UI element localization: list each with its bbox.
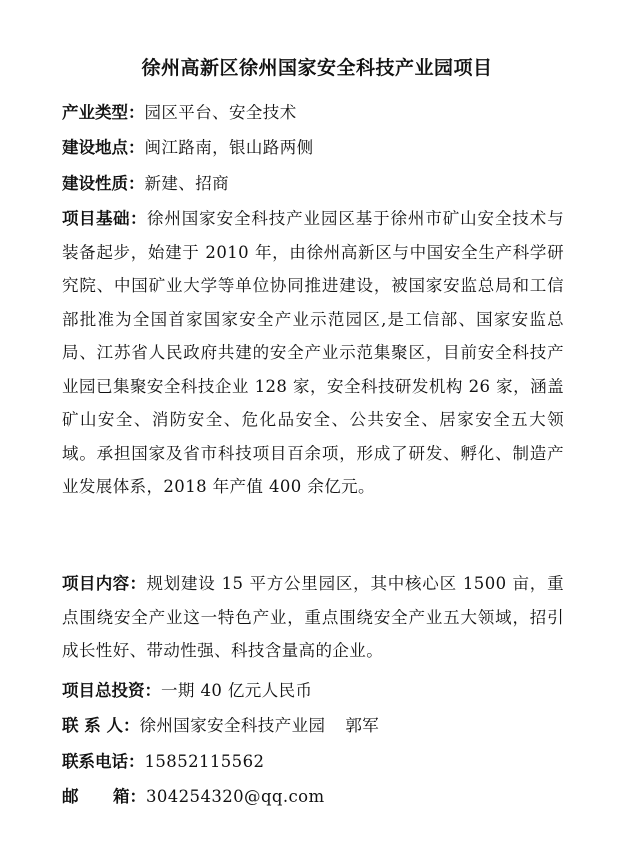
foundation-paragraph: [62, 202, 564, 504]
investment-label: 项目总投资：: [62, 681, 161, 700]
location-label: 建设地点：: [62, 138, 145, 157]
phone-value: 15852115562: [144, 752, 265, 771]
content-paragraph: [62, 567, 564, 668]
phone-row: [62, 745, 564, 779]
contact-person: 郭军: [345, 716, 380, 735]
nature-row: [62, 167, 564, 201]
phone-label: 联系电话：: [62, 752, 145, 771]
industry-type-row: [62, 96, 564, 130]
contact-row: [62, 709, 564, 743]
nature-label: 建设性质：: [62, 174, 145, 193]
location-value: 闽江路南，银山路两侧: [144, 138, 314, 157]
document-title: 徐州高新区徐州国家安全科技产业园项目: [141, 57, 493, 79]
content-label: 项目内容：: [62, 574, 147, 593]
foundation-value: 徐州国家安全科技产业园区基于徐州市矿山安全技术与装备起步，始建于 2010 年，由徐州高新区与中国安全生产科学研究院、中国矿业大学等单位协同推进建设，被国家安监总局和工信部批准为全国首家国家安全产业示范园区,是工信部、国家安监总局、江苏省人民政府共建的安全产业示范集聚区，目前安全科技产业园已集聚安全科技企业 128 家，安全科技研发机构 26 家，涵盖矿山安全、消防安全、危化品安全、公共安全、居家安全五大领域。承担国家及省市科技项目百余项，形成了研发、孵化、制造产业发展体系，2018 年产值 400 余亿元。: [62, 209, 564, 496]
email-value: 304254320@qq.com: [145, 787, 325, 806]
investment-row: [62, 674, 564, 708]
email-row: [62, 780, 564, 814]
contact-label: 联 系 人：: [62, 716, 140, 735]
location-row: [62, 131, 564, 165]
content-value: 规划建设 15 平方公里园区，其中核心区 1500 亩，重点围绕安全产业这一特色产业，重点围绕安全产业五大领域，招引成长性好、带动性强、科技含量高的企业。: [62, 574, 564, 660]
industry-type-value: 园区平台、安全技术: [144, 103, 297, 122]
contact-org: 徐州国家安全科技产业园: [139, 716, 326, 735]
nature-value: 新建、招商: [144, 174, 229, 193]
industry-type-label: 产业类型：: [62, 103, 145, 122]
foundation-label: 项目基础：: [62, 209, 147, 228]
investment-value: 一期 40 亿元人民币: [161, 681, 313, 700]
email-label: 邮 箱：: [62, 787, 146, 806]
